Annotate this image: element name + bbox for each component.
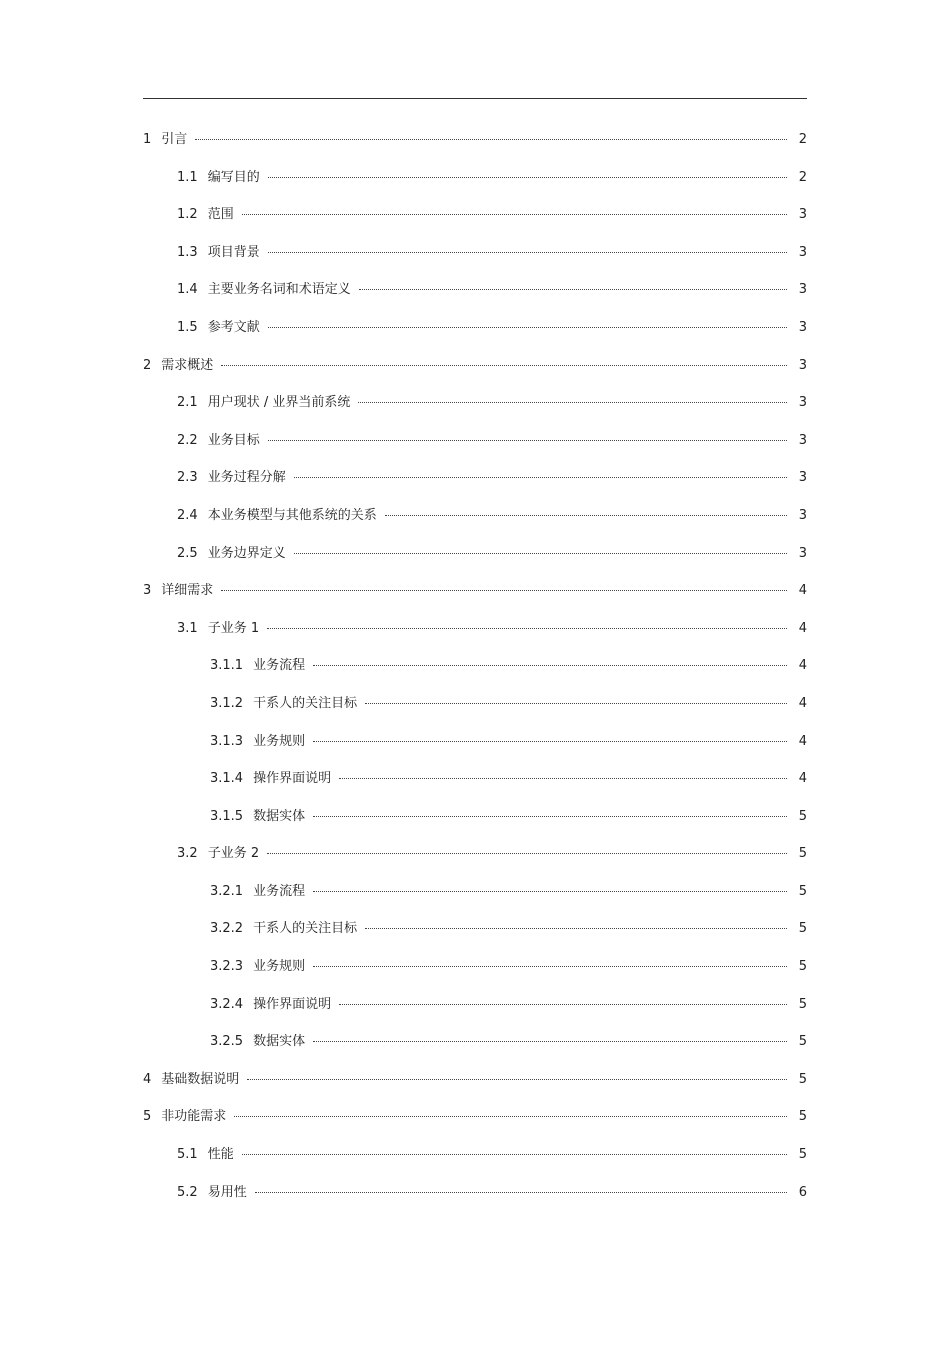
toc-entry-title: 数据实体 <box>253 808 306 824</box>
toc-entry-title: 子业务 2 <box>207 846 260 862</box>
toc-entry[interactable] <box>143 347 807 385</box>
toc-dot-leader <box>313 1041 787 1042</box>
toc-entry-page-number: 5 <box>798 1071 807 1087</box>
toc-entry-page-number: 3 <box>798 319 807 335</box>
toc-entry-title: 主要业务名词和术语定义 <box>207 282 351 298</box>
toc-entry-number: 3.1 <box>177 620 198 636</box>
toc-dot-leader <box>267 628 787 629</box>
toc-entry-title: 需求概述 <box>161 357 214 373</box>
toc-entry[interactable] <box>143 1136 807 1174</box>
toc-entry-number: 3.2 <box>177 846 198 862</box>
toc-entry-page-number: 5 <box>798 846 807 862</box>
toc-entry-title: 范围 <box>207 207 234 223</box>
toc-entry-number: 2.2 <box>177 432 198 448</box>
toc-entry[interactable] <box>143 1061 807 1099</box>
toc-dot-leader <box>242 214 787 215</box>
toc-entry[interactable] <box>143 685 807 723</box>
toc-entry[interactable] <box>143 159 807 197</box>
toc-dot-leader <box>268 177 787 178</box>
toc-entry-title: 干系人的关注目标 <box>253 695 358 711</box>
toc-entry[interactable] <box>143 910 807 948</box>
toc-entry-title: 参考文献 <box>207 319 260 335</box>
toc-entry-title: 数据实体 <box>253 1034 306 1050</box>
toc-entry-number: 3.1.5 <box>210 808 244 824</box>
toc-entry-number: 2.4 <box>177 507 198 523</box>
toc-entry-page-number: 4 <box>798 695 807 711</box>
toc-dot-leader <box>339 1004 787 1005</box>
toc-entry-page-number: 5 <box>798 1034 807 1050</box>
toc-entry-number: 3.2.5 <box>210 1034 244 1050</box>
toc-entry[interactable] <box>143 647 807 685</box>
toc-entry[interactable] <box>143 271 807 309</box>
toc-dot-leader <box>221 365 787 366</box>
toc-entry-page-number: 5 <box>798 1109 807 1125</box>
toc-entry-title: 子业务 1 <box>207 620 260 636</box>
toc-dot-leader <box>313 741 787 742</box>
toc-entry-page-number: 5 <box>798 883 807 899</box>
toc-entry[interactable] <box>143 422 807 460</box>
toc-entry[interactable] <box>143 497 807 535</box>
toc-dot-leader <box>242 1154 787 1155</box>
toc-dot-leader <box>268 440 787 441</box>
toc-entry-page-number: 3 <box>798 395 807 411</box>
toc-dot-leader <box>268 327 787 328</box>
toc-entry-page-number: 4 <box>798 658 807 674</box>
toc-dot-leader <box>339 778 787 779</box>
toc-entry[interactable] <box>143 986 807 1024</box>
toc-entry-number: 2.5 <box>177 545 198 561</box>
toc-entry-page-number: 4 <box>798 583 807 599</box>
toc-entry-number: 3.2.4 <box>210 996 244 1012</box>
toc-entry[interactable] <box>143 798 807 836</box>
toc-dot-leader <box>268 252 787 253</box>
toc-entry-page-number: 2 <box>798 132 807 147</box>
toc-entry[interactable] <box>143 196 807 234</box>
toc-entry-number: 3.1.3 <box>210 733 244 749</box>
toc-entry-page-number: 5 <box>798 996 807 1012</box>
toc-dot-leader <box>365 703 787 704</box>
toc-entry-number: 4 <box>143 1071 152 1087</box>
toc-entry-title: 业务过程分解 <box>207 470 286 486</box>
toc-entry-title: 业务目标 <box>207 432 260 448</box>
toc-dot-leader <box>313 816 787 817</box>
toc-entry[interactable] <box>143 1023 807 1061</box>
toc-entry[interactable] <box>143 121 807 159</box>
toc-entry[interactable] <box>143 873 807 911</box>
toc-entry-number: 3.1.1 <box>210 658 244 674</box>
toc-dot-leader <box>294 553 787 554</box>
toc-entry-number: 1.5 <box>177 319 198 335</box>
toc-entry-page-number: 5 <box>798 959 807 975</box>
toc-entry[interactable] <box>143 234 807 272</box>
toc-entry-title: 业务边界定义 <box>207 545 286 561</box>
toc-entry-title: 业务流程 <box>253 658 306 674</box>
toc-entry-number: 3.2.3 <box>210 959 244 975</box>
toc-entry-number: 2.3 <box>177 470 198 486</box>
toc-entry-title: 性能 <box>207 1147 234 1163</box>
toc-entry-page-number: 3 <box>798 282 807 298</box>
toc-dot-leader <box>359 289 787 290</box>
toc-entry-title: 用户现状 / 业界当前系统 <box>207 395 351 411</box>
toc-dot-leader <box>313 891 787 892</box>
toc-entry-page-number: 3 <box>798 507 807 523</box>
toc-entry-page-number: 3 <box>798 470 807 486</box>
toc-entry[interactable] <box>143 572 807 610</box>
toc-dot-leader <box>313 966 787 967</box>
toc-dot-leader <box>267 853 787 854</box>
toc-entry-title: 编写目的 <box>207 169 260 185</box>
toc-entry-title: 业务流程 <box>253 883 306 899</box>
toc-entry-title: 详细需求 <box>161 583 214 599</box>
toc-entry-number: 3.1.2 <box>210 695 244 711</box>
toc-entry[interactable] <box>143 384 807 422</box>
toc-entry[interactable] <box>143 610 807 648</box>
toc-entry[interactable] <box>143 723 807 761</box>
toc-entry[interactable] <box>143 1174 807 1212</box>
header-rule <box>143 98 807 99</box>
toc-entry-number: 1.1 <box>177 169 198 185</box>
toc-entry-title: 操作界面说明 <box>253 771 332 787</box>
toc-entry-page-number: 6 <box>798 1184 807 1200</box>
toc-dot-leader <box>294 477 787 478</box>
toc-entry-title: 业务规则 <box>253 959 306 975</box>
toc-entry-number: 3.1.4 <box>210 771 244 787</box>
toc-dot-leader <box>234 1116 787 1117</box>
toc-entry-page-number: 4 <box>798 771 807 787</box>
toc-entry-number: 1.3 <box>177 244 198 260</box>
toc-entry-number: 3 <box>143 583 152 599</box>
toc-entry-page-number: 5 <box>798 808 807 824</box>
toc-entry[interactable] <box>143 535 807 573</box>
toc-entry-number: 5.2 <box>177 1184 198 1200</box>
toc-entry-page-number: 3 <box>798 207 807 223</box>
toc-entry-title: 引言 <box>161 132 188 147</box>
toc-entry-title: 项目背景 <box>207 244 260 260</box>
toc-entry-page-number: 3 <box>798 545 807 561</box>
toc-entry[interactable] <box>143 1098 807 1136</box>
toc-dot-leader <box>358 402 787 403</box>
toc-entry-title: 非功能需求 <box>161 1109 227 1125</box>
toc-entry[interactable] <box>143 948 807 986</box>
toc-entry-title: 易用性 <box>207 1184 247 1200</box>
toc-entry-number: 2.1 <box>177 395 198 411</box>
toc-dot-leader <box>313 665 787 666</box>
toc-entry[interactable] <box>143 835 807 873</box>
toc-entry-page-number: 3 <box>798 432 807 448</box>
toc-dot-leader <box>221 590 787 591</box>
toc-dot-leader <box>385 515 787 516</box>
toc-entry-number: 2 <box>143 357 152 373</box>
toc-entry-page-number: 4 <box>798 620 807 636</box>
toc-entry-number: 5.1 <box>177 1147 198 1163</box>
toc-dot-leader <box>365 928 787 929</box>
toc-entry-number: 5 <box>143 1109 152 1125</box>
toc-entry-page-number: 4 <box>798 733 807 749</box>
toc-entry-title: 基础数据说明 <box>161 1071 240 1087</box>
toc-entry-title: 干系人的关注目标 <box>253 921 358 937</box>
toc-entry-page-number: 3 <box>798 244 807 260</box>
toc-entry[interactable] <box>143 459 807 497</box>
toc-entry-number: 3.2.1 <box>210 883 244 899</box>
toc-entry[interactable] <box>143 309 807 347</box>
toc-entry-page-number: 5 <box>798 921 807 937</box>
toc-entry-number: 1.4 <box>177 282 198 298</box>
toc-dot-leader <box>195 139 787 140</box>
toc-entry-title: 本业务模型与其他系统的关系 <box>207 507 377 523</box>
toc-entry[interactable] <box>143 760 807 798</box>
toc-entry-number: 1 <box>143 132 152 147</box>
toc-dot-leader <box>247 1079 787 1080</box>
toc-entry-title: 操作界面说明 <box>253 996 332 1012</box>
toc-entry-number: 1.2 <box>177 207 198 223</box>
toc-entry-page-number: 2 <box>798 169 807 185</box>
toc-entry-page-number: 5 <box>798 1147 807 1163</box>
toc-dot-leader <box>255 1192 787 1193</box>
table-of-contents <box>143 121 807 1211</box>
toc-entry-number: 3.2.2 <box>210 921 244 937</box>
toc-entry-page-number: 3 <box>798 357 807 373</box>
toc-entry-title: 业务规则 <box>253 733 306 749</box>
